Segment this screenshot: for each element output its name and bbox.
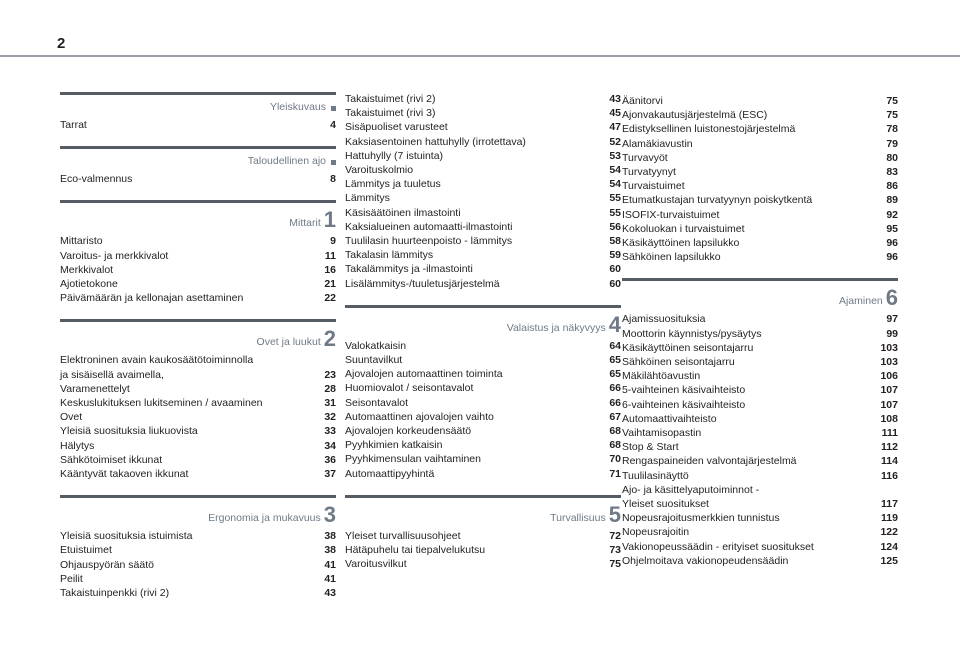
toc-entry[interactable] bbox=[622, 440, 898, 454]
toc-entry[interactable] bbox=[60, 424, 336, 438]
toc-entry[interactable] bbox=[60, 586, 336, 600]
toc-entry-label: Peilit bbox=[60, 572, 83, 585]
toc-entry[interactable] bbox=[345, 106, 621, 120]
toc-entry-label: Ohjelmoitava vakionopeudensäädin bbox=[622, 554, 789, 567]
toc-entry[interactable] bbox=[345, 206, 621, 220]
toc-entry-label: Ajamissuosituksia bbox=[622, 313, 706, 326]
section-title bbox=[506, 311, 621, 337]
toc-entry-label: Turvatyynyt bbox=[622, 166, 676, 179]
toc-entry[interactable] bbox=[622, 137, 898, 151]
toc-entry-label: Automaattivaihteisto bbox=[622, 412, 717, 425]
toc-entry[interactable] bbox=[345, 262, 621, 276]
toc-entry-page: 114 bbox=[881, 455, 898, 468]
toc-section bbox=[622, 94, 898, 264]
toc-column-1 bbox=[60, 92, 336, 614]
toc-entry[interactable] bbox=[622, 250, 898, 264]
toc-entry-label: Vaihtamisopastin bbox=[622, 427, 702, 440]
section-title bbox=[256, 326, 336, 352]
toc-entry-label: Lisälämmitys-/tuuletusjärjestelmä bbox=[345, 277, 500, 290]
section-header bbox=[622, 278, 898, 310]
toc-entry[interactable] bbox=[622, 341, 898, 355]
toc-entry-label: Seisontavalot bbox=[345, 396, 409, 409]
toc-entry-page: 96 bbox=[886, 237, 898, 250]
section-header bbox=[60, 200, 336, 232]
toc-entry-label: Merkkivalot bbox=[60, 263, 114, 276]
toc-entry-page: 107 bbox=[880, 398, 898, 411]
toc-entry-label: Äänitorvi bbox=[622, 95, 663, 107]
toc-entry[interactable] bbox=[345, 248, 621, 262]
toc-section bbox=[345, 305, 621, 481]
toc-entry[interactable] bbox=[60, 543, 336, 557]
toc-entry-page: 72 bbox=[609, 529, 621, 542]
toc-entry[interactable] bbox=[345, 452, 621, 466]
toc-entry-page: 38 bbox=[324, 544, 336, 557]
toc-entry-label: Yleisiä suosituksia liukuovista bbox=[60, 425, 198, 438]
toc-entry[interactable] bbox=[60, 234, 336, 248]
toc-entry-label: Käsikäyttöinen lapsilukko bbox=[622, 237, 740, 250]
toc-entry[interactable] bbox=[622, 412, 898, 426]
toc-entry-page: 66 bbox=[609, 396, 621, 409]
toc-entry[interactable] bbox=[60, 467, 336, 481]
toc-entry-list bbox=[345, 529, 621, 572]
toc-entry-label: Lämmitys ja tuuletus bbox=[345, 178, 441, 191]
toc-entry[interactable] bbox=[60, 249, 336, 263]
toc-entry[interactable] bbox=[622, 108, 898, 122]
toc-entry-label: Huomiovalot / seisontavalot bbox=[345, 382, 474, 395]
toc-entry[interactable] bbox=[345, 177, 621, 191]
toc-entry-label: ISOFIX-turvaistuimet bbox=[622, 208, 720, 221]
toc-entry-page: 73 bbox=[609, 544, 621, 557]
toc-entry-page: 31 bbox=[324, 397, 336, 410]
toc-entry-page: 22 bbox=[324, 292, 336, 305]
toc-section bbox=[60, 92, 336, 132]
toc-entry[interactable] bbox=[345, 92, 621, 106]
toc-entry-label: Eco-valmennus bbox=[60, 173, 133, 186]
toc-entry[interactable] bbox=[345, 234, 621, 248]
toc-entry-label: Varoituskolmio bbox=[345, 164, 414, 177]
toc-entry-page: 92 bbox=[886, 208, 898, 221]
toc-entry-label: Etumatkustajan turvatyynyn poiskytkentä bbox=[622, 194, 813, 207]
toc-entry[interactable] bbox=[345, 135, 621, 149]
toc-entry-page: 70 bbox=[609, 453, 621, 466]
toc-entry-label: Ajovalojen automaattinen toiminta bbox=[345, 368, 503, 381]
toc-entry[interactable] bbox=[622, 383, 898, 397]
toc-entry-page: 111 bbox=[881, 427, 898, 440]
section-title-text: Turvallisuus bbox=[550, 511, 606, 524]
toc-entry-page: 68 bbox=[609, 439, 621, 452]
toc-entry-page: 28 bbox=[324, 382, 336, 395]
section-number: 3 bbox=[323, 502, 336, 528]
toc-entry-list bbox=[60, 234, 336, 305]
toc-entry-label: Valokatkaisin bbox=[345, 339, 407, 352]
toc-entry-label: Pyyhkimensulan vaihtaminen bbox=[345, 453, 481, 466]
toc-entry-page: 116 bbox=[881, 469, 898, 482]
toc-entry-page: 52 bbox=[609, 135, 621, 148]
toc-entry[interactable] bbox=[60, 291, 336, 305]
toc-entry[interactable] bbox=[60, 118, 336, 132]
toc-entry-page: 78 bbox=[886, 123, 898, 136]
toc-entry-list bbox=[60, 353, 336, 481]
toc-entry-page: 68 bbox=[609, 425, 621, 438]
toc-column-3 bbox=[622, 92, 898, 582]
section-number: 1 bbox=[323, 207, 336, 233]
toc-entry[interactable] bbox=[622, 122, 898, 136]
toc-entry-page: 95 bbox=[886, 222, 898, 235]
toc-entry-label: Ajonvakautusjärjestelmä (ESC) bbox=[622, 109, 768, 122]
toc-entry-page: 11 bbox=[324, 249, 336, 262]
toc-entry-label: Sisäpuoliset varusteet bbox=[345, 121, 448, 134]
toc-entry-page: 56 bbox=[609, 220, 621, 233]
toc-section bbox=[345, 495, 621, 572]
toc-entry-page: 97 bbox=[886, 313, 898, 326]
toc-entry-label: Kääntyvät takaoven ikkunat bbox=[60, 468, 189, 481]
toc-entry[interactable] bbox=[60, 368, 336, 382]
toc-entry-label: 5-vaihteinen käsivaihteisto bbox=[622, 384, 746, 397]
toc-entry[interactable] bbox=[345, 396, 621, 410]
toc-entry[interactable] bbox=[60, 172, 336, 186]
toc-entry[interactable] bbox=[60, 572, 336, 586]
toc-entry-label: Ajotietokone bbox=[60, 278, 118, 291]
section-title-text: Ajaminen bbox=[838, 295, 883, 308]
toc-entry-label: Suuntavilkut bbox=[345, 354, 403, 367]
toc-entry-label: Moottorin käynnistys/pysäytys bbox=[622, 327, 762, 340]
toc-entry[interactable] bbox=[345, 424, 621, 438]
toc-entry-label: Sähkötoimiset ikkunat bbox=[60, 453, 163, 466]
toc-section bbox=[60, 495, 336, 600]
toc-section bbox=[60, 319, 336, 481]
toc-entry[interactable] bbox=[622, 469, 898, 483]
toc-entry-label: Kaksialueinen automaatti-ilmastointi bbox=[345, 220, 513, 233]
toc-entry-page: 124 bbox=[880, 540, 898, 553]
toc-entry[interactable] bbox=[345, 410, 621, 424]
toc-entry-label: Takalasin lämmitys bbox=[345, 249, 434, 262]
toc-entry-label: Sähköinen lapsilukko bbox=[622, 251, 721, 264]
toc-entry-label: Edistyksellinen luistonestojärjestelmä bbox=[622, 123, 796, 136]
header-rule bbox=[0, 55, 960, 57]
section-title bbox=[289, 207, 336, 233]
toc-entry-page: 106 bbox=[880, 370, 898, 383]
toc-entry-label: Varoitus- ja merkkivalot bbox=[60, 249, 169, 262]
toc-entry-label: Takaistuinpenkki (rivi 2) bbox=[60, 587, 170, 600]
section-header bbox=[60, 92, 336, 116]
toc-entry-label: Rengaspaineiden valvontajärjestelmä bbox=[622, 455, 797, 468]
toc-entry-page: 89 bbox=[886, 194, 898, 207]
toc-entry-list bbox=[622, 94, 898, 264]
toc-entry[interactable] bbox=[345, 220, 621, 234]
section-title bbox=[248, 155, 336, 167]
toc-entry-label: Yleisiä suosituksia istuimista bbox=[60, 530, 193, 543]
toc-entry-page: 55 bbox=[609, 192, 621, 205]
toc-entry-label: Mäkilähtöavustin bbox=[622, 370, 701, 383]
toc-entry[interactable] bbox=[622, 497, 898, 511]
toc-entry[interactable] bbox=[622, 540, 898, 554]
toc-entry-page: 54 bbox=[609, 164, 621, 177]
toc-entry-page: 65 bbox=[609, 368, 621, 381]
toc-entry[interactable] bbox=[345, 543, 621, 557]
toc-entry[interactable] bbox=[622, 179, 898, 193]
toc-entry-page: 36 bbox=[324, 453, 336, 466]
toc-entry[interactable] bbox=[60, 558, 336, 572]
toc-entry-page: 60 bbox=[609, 263, 621, 276]
toc-entry-label: Takalämmitys ja -ilmastointi bbox=[345, 263, 473, 276]
toc-entry-label: 6-vaihteinen käsivaihteisto bbox=[622, 398, 746, 411]
toc-entry-page: 75 bbox=[886, 109, 898, 122]
toc-entry-label: Takaistuimet (rivi 2) bbox=[345, 93, 436, 105]
toc-entry-page: 108 bbox=[880, 412, 898, 425]
toc-entry[interactable] bbox=[622, 94, 898, 108]
toc-entry[interactable] bbox=[622, 511, 898, 525]
toc-entry[interactable] bbox=[622, 151, 898, 165]
toc-entry-label: Nopeusrajoitusmerkkien tunnistus bbox=[622, 512, 780, 525]
toc-entry-page: 9 bbox=[330, 235, 336, 248]
toc-entry[interactable] bbox=[622, 483, 898, 497]
toc-entry-label: Etuistuimet bbox=[60, 544, 112, 557]
toc-entry[interactable] bbox=[622, 426, 898, 440]
section-title bbox=[838, 285, 898, 311]
toc-entry-page: 43 bbox=[324, 587, 336, 600]
toc-entry-page: 125 bbox=[880, 554, 898, 567]
section-header bbox=[345, 495, 621, 527]
section-header bbox=[60, 146, 336, 170]
toc-entry-page: 32 bbox=[324, 411, 336, 424]
toc-entry-page: 103 bbox=[880, 341, 898, 354]
toc-entry-page: 117 bbox=[881, 498, 898, 511]
toc-entry[interactable] bbox=[622, 327, 898, 341]
toc-entry[interactable] bbox=[345, 339, 621, 353]
section-title bbox=[270, 101, 336, 113]
toc-entry-page: 60 bbox=[609, 277, 621, 290]
section-title-text: Yleiskuvaus bbox=[269, 101, 326, 113]
toc-entry[interactable] bbox=[622, 193, 898, 207]
toc-entry[interactable] bbox=[622, 312, 898, 326]
toc-entry[interactable] bbox=[345, 149, 621, 163]
toc-entry-page: 16 bbox=[324, 263, 336, 276]
toc-entry[interactable] bbox=[345, 381, 621, 395]
section-title-text: Mittarit bbox=[289, 217, 321, 230]
toc-entry[interactable] bbox=[345, 353, 621, 367]
toc-entry-page: 75 bbox=[886, 95, 898, 107]
toc-entry-label: Yleiset turvallisuusohjeet bbox=[345, 529, 461, 542]
toc-section bbox=[345, 92, 621, 291]
toc-section bbox=[60, 200, 336, 305]
toc-entry-label: Käsikäyttöinen seisontajarru bbox=[622, 341, 754, 354]
toc-entry[interactable] bbox=[60, 453, 336, 467]
toc-entry-label: Ajo- ja käsittelyaputoiminnot - bbox=[622, 483, 760, 496]
toc-entry-label: Pyyhkimien katkaisin bbox=[345, 439, 443, 452]
toc-entry-page: 59 bbox=[609, 249, 621, 262]
toc-entry[interactable] bbox=[622, 525, 898, 539]
toc-entry[interactable] bbox=[622, 236, 898, 250]
toc-entry-label: Yleiset suositukset bbox=[622, 498, 709, 511]
toc-entry[interactable] bbox=[60, 439, 336, 453]
section-square-marker bbox=[331, 160, 336, 165]
toc-entry-label: Nopeusrajoitin bbox=[622, 526, 690, 539]
toc-entry-page: 75 bbox=[609, 558, 621, 571]
toc-entry-page: 119 bbox=[881, 512, 898, 525]
toc-entry-label: Keskuslukituksen lukitseminen / avaaminen bbox=[60, 397, 263, 410]
section-header bbox=[345, 305, 621, 337]
toc-entry-label: Turvavyöt bbox=[622, 151, 668, 164]
toc-entry-list bbox=[345, 92, 621, 291]
toc-entry-page: 103 bbox=[880, 356, 898, 369]
section-square-marker bbox=[331, 106, 336, 111]
toc-entry[interactable] bbox=[345, 191, 621, 205]
toc-entry-page: 112 bbox=[881, 441, 898, 454]
toc-entry[interactable] bbox=[622, 222, 898, 236]
section-title bbox=[550, 501, 621, 527]
toc-entry[interactable] bbox=[345, 120, 621, 134]
toc-entry-page: 96 bbox=[886, 251, 898, 264]
toc-entry[interactable] bbox=[345, 277, 621, 291]
toc-entry-list bbox=[622, 312, 898, 568]
toc-entry-page: 43 bbox=[609, 93, 621, 105]
section-title-text: Valaistus ja näkyvyys bbox=[506, 321, 606, 334]
toc-entry-page: 58 bbox=[609, 235, 621, 248]
toc-entry-label: Ohjauspyörän säätö bbox=[60, 558, 154, 571]
toc-entry-label: Hälytys bbox=[60, 439, 95, 452]
toc-entry-page: 37 bbox=[324, 468, 336, 481]
toc-entry-label: ja sisäisellä avaimella, bbox=[60, 368, 164, 381]
toc-entry[interactable] bbox=[622, 398, 898, 412]
section-header bbox=[60, 495, 336, 527]
toc-entry-label: Varoitusvilkut bbox=[345, 558, 407, 571]
toc-entry[interactable] bbox=[345, 529, 621, 543]
toc-entry-page: 66 bbox=[609, 382, 621, 395]
toc-entry[interactable] bbox=[622, 355, 898, 369]
toc-entry[interactable] bbox=[345, 163, 621, 177]
toc-entry-label: Ovet bbox=[60, 411, 83, 424]
toc-entry[interactable] bbox=[345, 467, 621, 481]
toc-entry[interactable] bbox=[345, 557, 621, 571]
toc-entry-page: 34 bbox=[324, 439, 336, 452]
toc-entry-page: 107 bbox=[880, 384, 898, 397]
page-number: 2 bbox=[57, 35, 66, 52]
toc-entry-page: 99 bbox=[886, 327, 898, 340]
toc-entry-page: 80 bbox=[886, 151, 898, 164]
toc-entry-label: Tuulilasin huurteenpoisto - lämmitys bbox=[345, 235, 513, 248]
toc-entry-label: Takaistuimet (rivi 3) bbox=[345, 107, 436, 120]
toc-entry-label: Hattuhylly (7 istuinta) bbox=[345, 149, 444, 162]
toc-entry-page: 21 bbox=[324, 278, 336, 291]
toc-entry-page: 53 bbox=[609, 149, 621, 162]
toc-entry-page: 4 bbox=[330, 119, 336, 131]
toc-entry[interactable] bbox=[345, 367, 621, 381]
toc-entry[interactable] bbox=[60, 277, 336, 291]
toc-entry-page: 45 bbox=[609, 107, 621, 120]
toc-entry-page: 54 bbox=[609, 178, 621, 191]
toc-entry-label: Mittaristo bbox=[60, 235, 103, 248]
toc-section bbox=[60, 146, 336, 186]
toc-entry-page: 67 bbox=[609, 410, 621, 423]
section-number: 2 bbox=[323, 326, 336, 352]
toc-entry-page: 47 bbox=[609, 121, 621, 134]
toc-entry-label: Kaksiasentoinen hattuhylly (irrotettava) bbox=[345, 135, 526, 148]
section-title-text: Ovet ja luukut bbox=[256, 336, 321, 349]
toc-entry-list bbox=[60, 118, 336, 132]
toc-entry-page: 86 bbox=[886, 180, 898, 193]
toc-entry-page: 41 bbox=[324, 572, 336, 585]
toc-entry-label: Stop & Start bbox=[622, 441, 679, 454]
toc-entry[interactable] bbox=[60, 529, 336, 543]
toc-entry-page: 64 bbox=[609, 339, 621, 352]
toc-entry[interactable] bbox=[622, 454, 898, 468]
toc-entry-label: Automaattinen ajovalojen vaihto bbox=[345, 410, 494, 423]
toc-entry-label: Automaattipyyhintä bbox=[345, 467, 435, 480]
toc-entry[interactable] bbox=[60, 396, 336, 410]
toc-entry-label: Turvaistuimet bbox=[622, 180, 685, 193]
section-number: 4 bbox=[608, 311, 621, 337]
toc-column-2 bbox=[345, 92, 621, 585]
toc-entry-page: 8 bbox=[330, 173, 336, 186]
toc-entry-label: Kokoluokan i turvaistuimet bbox=[622, 222, 745, 235]
toc-entry-page: 79 bbox=[886, 137, 898, 150]
toc-entry[interactable] bbox=[60, 382, 336, 396]
toc-entry-page: 41 bbox=[324, 558, 336, 571]
toc-entry-list bbox=[345, 339, 621, 481]
toc-entry[interactable] bbox=[622, 369, 898, 383]
toc-entry-label: Vakionopeussäädin - erityiset suositukset bbox=[622, 540, 814, 553]
toc-entry-label: Sähköinen seisontajarru bbox=[622, 356, 735, 369]
toc-entry[interactable] bbox=[622, 165, 898, 179]
toc-entry-label: Käsisäätöinen ilmastointi bbox=[345, 206, 461, 219]
toc-entry-label: Päivämäärän ja kellonajan asettaminen bbox=[60, 292, 244, 305]
toc-entry[interactable] bbox=[622, 554, 898, 568]
toc-entry[interactable] bbox=[622, 208, 898, 222]
toc-entry-page: 55 bbox=[609, 206, 621, 219]
section-title bbox=[208, 502, 336, 528]
toc-entry-page: 71 bbox=[609, 467, 621, 480]
toc-entry-page: 83 bbox=[886, 166, 898, 179]
toc-entry-list bbox=[60, 529, 336, 600]
toc-entry-label: Varamenettelyt bbox=[60, 382, 130, 395]
section-number: 5 bbox=[608, 501, 621, 527]
section-title-text: Ergonomia ja mukavuus bbox=[208, 512, 321, 525]
section-title-text: Taloudellinen ajo bbox=[247, 155, 326, 168]
toc-entry-label: Hätäpuhelu tai tiepalvelukutsu bbox=[345, 544, 486, 557]
toc-entry-page: 33 bbox=[324, 425, 336, 438]
toc-section bbox=[622, 278, 898, 568]
toc-entry[interactable] bbox=[60, 353, 336, 367]
toc-entry[interactable] bbox=[60, 263, 336, 277]
toc-entry-page: 23 bbox=[324, 368, 336, 381]
toc-entry[interactable] bbox=[60, 410, 336, 424]
section-number: 6 bbox=[885, 285, 898, 311]
toc-entry-label: Lämmitys bbox=[345, 192, 390, 205]
toc-entry-page: 38 bbox=[324, 530, 336, 543]
section-header bbox=[60, 319, 336, 351]
toc-entry-label: Alamäkiavustin bbox=[622, 137, 693, 150]
toc-entry-label: Tuulilasinäyttö bbox=[622, 469, 689, 482]
toc-entry-label: Tarrat bbox=[60, 119, 87, 131]
toc-entry-label: Ajovalojen korkeudensäätö bbox=[345, 425, 472, 438]
toc-entry[interactable] bbox=[345, 438, 621, 452]
toc-entry-page: 65 bbox=[609, 354, 621, 367]
toc-entry-list bbox=[60, 172, 336, 186]
toc-entry-page: 122 bbox=[880, 526, 898, 539]
toc-entry-label: Elektroninen avain kaukosäätötoiminnolla bbox=[60, 354, 254, 367]
